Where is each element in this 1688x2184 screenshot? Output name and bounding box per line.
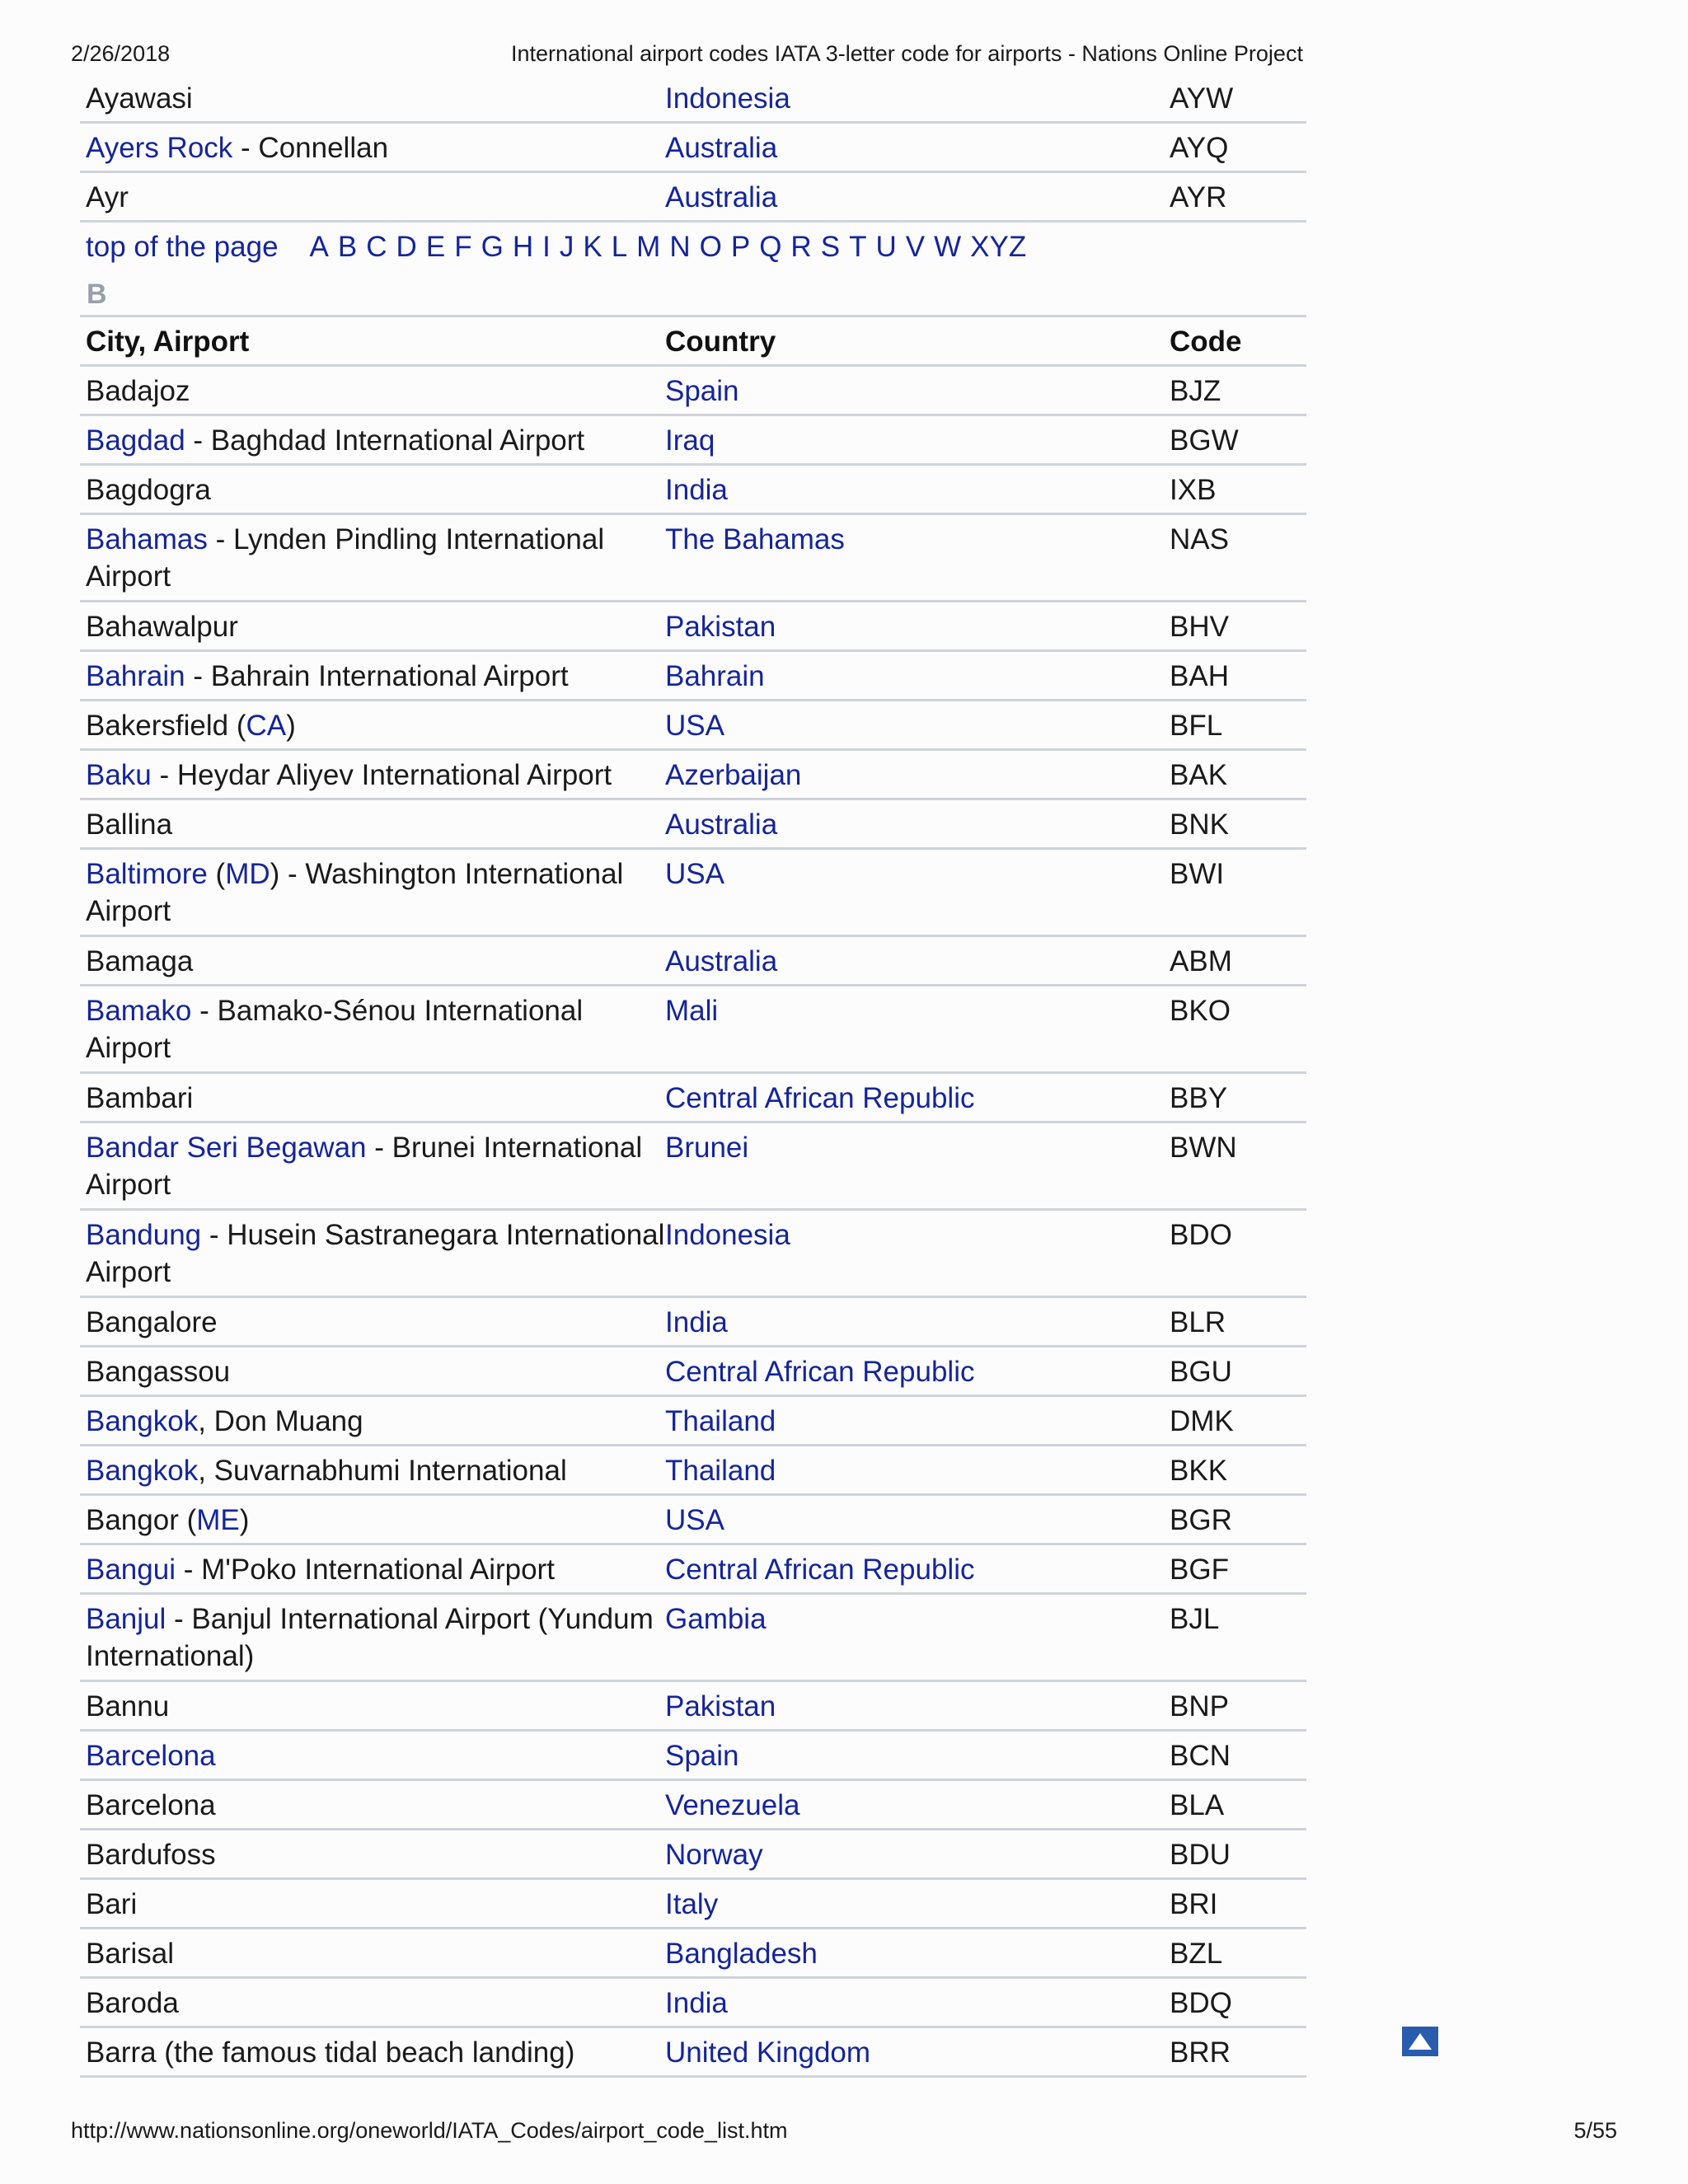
header-city: City, Airport bbox=[86, 326, 250, 358]
up-arrow-icon bbox=[1406, 2031, 1434, 2052]
letter-link[interactable]: P bbox=[730, 231, 751, 263]
table-row bbox=[80, 1682, 1306, 1732]
country-link[interactable]: Central African Republic bbox=[665, 1356, 975, 1388]
city-text: - Bamako-Sénou International Airport bbox=[86, 995, 584, 1064]
iata-code-cell: BDU bbox=[1170, 1839, 1231, 1871]
iata-code-cell: IXB bbox=[1170, 474, 1217, 506]
iata-code-cell: BDO bbox=[1170, 1219, 1232, 1251]
country-cell bbox=[665, 1595, 1170, 1680]
city-text: , Don Muang bbox=[198, 1405, 363, 1437]
country-cell bbox=[665, 1830, 1170, 1877]
country-cell bbox=[665, 937, 1170, 984]
country-cell bbox=[665, 701, 1170, 748]
letter-links bbox=[310, 231, 1036, 264]
city-link[interactable]: Bandar Seri Begawan bbox=[86, 1132, 367, 1164]
city-link[interactable]: Barcelona bbox=[86, 1740, 216, 1772]
table-row bbox=[80, 652, 1306, 701]
city-airport-cell bbox=[80, 2028, 665, 2075]
city-text: ( bbox=[207, 858, 226, 890]
previous-section-rows bbox=[80, 74, 1306, 223]
city-link[interactable]: CA bbox=[246, 710, 287, 742]
letter-link[interactable]: I bbox=[542, 231, 551, 263]
city-airport-cell bbox=[80, 367, 665, 414]
city-text: - Husein Sastranegara International Airport bbox=[86, 1219, 665, 1288]
city-text: - Brunei International Airport bbox=[86, 1132, 643, 1201]
city-link[interactable]: Baku bbox=[86, 759, 152, 791]
letter-link[interactable]: V bbox=[905, 231, 926, 263]
city-text: Ayawasi bbox=[86, 82, 193, 115]
country-link[interactable]: Iraq bbox=[665, 424, 715, 457]
table-row bbox=[80, 1929, 1306, 1979]
letter-link[interactable]: B bbox=[337, 231, 358, 263]
iata-code-cell: BNK bbox=[1170, 808, 1229, 841]
city-text: - Bahrain International Airport bbox=[185, 660, 569, 692]
table-row bbox=[80, 850, 1306, 937]
country-cell bbox=[665, 74, 1170, 121]
city-text: Badajoz bbox=[86, 375, 190, 407]
city-airport-cell bbox=[80, 751, 665, 798]
table-row bbox=[80, 1545, 1306, 1595]
city-airport-cell bbox=[80, 74, 665, 121]
country-link[interactable]: Mali bbox=[665, 995, 719, 1027]
iata-code-cell: BGW bbox=[1170, 424, 1239, 457]
letter-link[interactable]: G bbox=[481, 231, 504, 263]
country-cell bbox=[665, 416, 1170, 463]
letter-link[interactable]: A bbox=[309, 231, 329, 263]
country-link[interactable]: Brunei bbox=[665, 1132, 749, 1164]
table-row bbox=[80, 1732, 1306, 1781]
print-url: http://www.nationsonline.org/oneworld/IATA_Codes/airport_code_list.htm bbox=[71, 2118, 788, 2143]
letter-link[interactable]: U bbox=[875, 231, 897, 263]
iata-code-cell: BBY bbox=[1170, 1082, 1228, 1114]
table-row bbox=[80, 1830, 1306, 1880]
city-text: Bambari bbox=[86, 1082, 194, 1114]
iata-code-cell: NAS bbox=[1170, 523, 1229, 555]
letter-link[interactable]: T bbox=[849, 231, 867, 263]
country-cell bbox=[665, 987, 1170, 1071]
city-airport-cell bbox=[80, 1732, 665, 1779]
country-link[interactable]: Thailand bbox=[665, 1405, 776, 1437]
table-row bbox=[80, 1397, 1306, 1446]
city-airport-cell bbox=[80, 515, 665, 600]
airport-code-list bbox=[80, 74, 1306, 2078]
city-airport-cell bbox=[80, 1682, 665, 1729]
city-text: Bari bbox=[86, 1888, 138, 1920]
country-link[interactable]: Spain bbox=[665, 375, 739, 407]
city-link[interactable]: Ayers Rock bbox=[86, 132, 233, 164]
country-link[interactable]: The Bahamas bbox=[665, 523, 845, 555]
letter-link[interactable]: H bbox=[512, 231, 534, 263]
country-link[interactable]: Norway bbox=[665, 1839, 763, 1871]
table-row bbox=[80, 1074, 1306, 1123]
city-link[interactable]: Bahrain bbox=[86, 660, 185, 692]
city-text: Ballina bbox=[86, 808, 173, 841]
table-row bbox=[80, 124, 1306, 173]
city-text: Bangalore bbox=[86, 1306, 218, 1338]
city-airport-cell bbox=[80, 1880, 665, 1927]
city-text: Ayr bbox=[86, 181, 129, 213]
letter-link[interactable]: E bbox=[425, 231, 446, 263]
city-airport-cell bbox=[80, 466, 665, 513]
table-row bbox=[80, 74, 1306, 124]
country-link[interactable]: India bbox=[665, 1306, 728, 1338]
table-row bbox=[80, 701, 1306, 751]
letter-link[interactable]: M bbox=[636, 231, 661, 263]
table-header bbox=[80, 317, 1306, 367]
city-airport-cell bbox=[80, 850, 665, 935]
city-airport-cell bbox=[80, 1830, 665, 1877]
top-of-page-link[interactable]: top of the page bbox=[86, 231, 279, 263]
country-link[interactable]: Italy bbox=[665, 1888, 719, 1920]
city-airport-cell bbox=[80, 987, 665, 1071]
city-airport-cell bbox=[80, 1074, 665, 1121]
country-cell bbox=[665, 2028, 1170, 2075]
table-row bbox=[80, 1781, 1306, 1830]
iata-code-cell: AYR bbox=[1170, 181, 1227, 213]
letter-link[interactable]: D bbox=[396, 231, 417, 263]
table-row bbox=[80, 1595, 1306, 1682]
country-cell bbox=[665, 1979, 1170, 2026]
city-text: ) bbox=[239, 1504, 250, 1536]
iata-code-cell: BAH bbox=[1170, 660, 1229, 692]
city-airport-cell bbox=[80, 652, 665, 699]
country-cell bbox=[665, 1545, 1170, 1592]
country-link[interactable]: India bbox=[665, 1987, 728, 2019]
iata-code-cell: DMK bbox=[1170, 1405, 1234, 1437]
country-cell bbox=[665, 1929, 1170, 1976]
country-link[interactable]: United Kingdom bbox=[665, 2036, 871, 2069]
country-cell bbox=[665, 1123, 1170, 1208]
table-row bbox=[80, 1496, 1306, 1545]
city-text: - Banjul International Airport (Yundum International) bbox=[86, 1603, 654, 1672]
iata-code-cell: BGF bbox=[1170, 1554, 1229, 1586]
iata-code-cell: BNP bbox=[1170, 1690, 1229, 1722]
letter-link[interactable]: N bbox=[669, 231, 691, 263]
city-airport-cell bbox=[80, 701, 665, 748]
city-link[interactable]: MD bbox=[225, 858, 270, 890]
table-body bbox=[80, 367, 1306, 2078]
table-row bbox=[80, 173, 1306, 223]
table-row bbox=[80, 1347, 1306, 1397]
country-link[interactable]: Central African Republic bbox=[665, 1082, 975, 1114]
city-link[interactable]: Bangui bbox=[86, 1554, 176, 1586]
city-text: - M'Poko International Airport bbox=[175, 1554, 555, 1586]
country-link[interactable]: Indonesia bbox=[665, 1219, 790, 1251]
letter-link[interactable]: C bbox=[366, 231, 387, 263]
country-cell bbox=[665, 1298, 1170, 1345]
city-airport-cell bbox=[80, 124, 665, 171]
country-link[interactable]: Bahrain bbox=[665, 660, 765, 692]
country-cell bbox=[665, 1347, 1170, 1394]
city-text: Bamaga bbox=[86, 945, 194, 977]
city-text: Barcelona bbox=[86, 1789, 216, 1821]
city-link[interactable]: Bandung bbox=[86, 1219, 202, 1251]
city-text: Bardufoss bbox=[86, 1839, 216, 1871]
city-airport-cell bbox=[80, 1298, 665, 1345]
country-link[interactable]: Australia bbox=[665, 808, 778, 841]
country-link[interactable]: Bangladesh bbox=[665, 1938, 818, 1970]
city-text: Bangassou bbox=[86, 1356, 231, 1388]
city-airport-cell bbox=[80, 173, 665, 220]
iata-code-cell: BLR bbox=[1170, 1306, 1226, 1338]
iata-code-cell: BGU bbox=[1170, 1356, 1232, 1388]
city-link[interactable]: ME bbox=[196, 1504, 240, 1536]
iata-code-cell: BDQ bbox=[1170, 1987, 1232, 2019]
iata-code-cell: ABM bbox=[1170, 945, 1232, 977]
country-link[interactable]: USA bbox=[665, 858, 724, 890]
country-link[interactable]: Spain bbox=[665, 1740, 739, 1772]
table-row bbox=[80, 800, 1306, 850]
letter-link[interactable]: J bbox=[559, 231, 574, 263]
country-cell bbox=[665, 1682, 1170, 1729]
table-row bbox=[80, 466, 1306, 515]
city-link[interactable]: Bangkok bbox=[86, 1405, 199, 1437]
city-airport-cell bbox=[80, 602, 665, 649]
city-text: Bakersfield ( bbox=[86, 710, 246, 742]
table-row bbox=[80, 367, 1306, 416]
country-cell bbox=[665, 367, 1170, 414]
country-link[interactable]: India bbox=[665, 474, 728, 506]
city-airport-cell bbox=[80, 1496, 665, 1543]
table-row bbox=[80, 987, 1306, 1074]
city-text: - Baghdad International Airport bbox=[185, 424, 585, 457]
country-link[interactable]: Pakistan bbox=[665, 611, 776, 643]
country-cell bbox=[665, 1397, 1170, 1444]
country-cell bbox=[665, 1074, 1170, 1121]
city-text: Bahawalpur bbox=[86, 611, 238, 643]
country-cell bbox=[665, 1781, 1170, 1828]
table-row bbox=[80, 2028, 1306, 2078]
city-airport-cell bbox=[80, 937, 665, 984]
city-airport-cell bbox=[80, 1347, 665, 1394]
country-link[interactable]: Indonesia bbox=[665, 82, 790, 115]
city-link[interactable]: Bangkok bbox=[86, 1455, 199, 1487]
iata-code-cell: AYQ bbox=[1170, 132, 1229, 164]
section-letter: B bbox=[80, 272, 1306, 317]
print-title: International airport codes IATA 3-letter code for airports - Nations Online Project bbox=[511, 41, 1303, 66]
iata-code-cell: BJZ bbox=[1170, 375, 1221, 407]
city-airport-cell bbox=[80, 1545, 665, 1592]
letter-link[interactable]: XYZ bbox=[970, 231, 1027, 263]
iata-code-cell: BWI bbox=[1170, 858, 1225, 890]
country-cell bbox=[665, 124, 1170, 171]
table-row bbox=[80, 1298, 1306, 1347]
iata-code-cell: BJL bbox=[1170, 1603, 1220, 1635]
iata-code-cell: BLA bbox=[1170, 1789, 1225, 1821]
iata-code-cell: BRI bbox=[1170, 1888, 1218, 1920]
country-link[interactable]: Pakistan bbox=[665, 1690, 776, 1722]
iata-code-cell: BCN bbox=[1170, 1740, 1231, 1772]
letter-navigation bbox=[80, 223, 1306, 272]
back-to-top-button[interactable] bbox=[1402, 2027, 1438, 2056]
country-link[interactable]: Thailand bbox=[665, 1455, 776, 1487]
table-row bbox=[80, 515, 1306, 602]
letter-link[interactable]: R bbox=[790, 231, 812, 263]
country-link[interactable]: Australia bbox=[665, 132, 778, 164]
letter-link[interactable]: K bbox=[583, 231, 603, 263]
country-link[interactable]: USA bbox=[665, 710, 724, 742]
city-link[interactable]: Banjul bbox=[86, 1603, 166, 1635]
iata-code-cell: BKK bbox=[1170, 1455, 1228, 1487]
header-code: Code bbox=[1170, 326, 1242, 358]
city-text: - Heydar Aliyev International Airport bbox=[151, 759, 612, 791]
iata-code-cell: BFL bbox=[1170, 710, 1223, 742]
iata-code-cell: BRR bbox=[1170, 2036, 1231, 2069]
city-link[interactable]: Bagdad bbox=[86, 424, 185, 457]
page-number: 5/55 bbox=[1573, 2118, 1617, 2143]
table-row bbox=[80, 1979, 1306, 2028]
country-link[interactable]: Gambia bbox=[665, 1603, 767, 1635]
iata-code-cell: BWN bbox=[1170, 1132, 1237, 1164]
city-text: Barisal bbox=[86, 1938, 174, 1970]
city-airport-cell bbox=[80, 1397, 665, 1444]
iata-code-cell: BZL bbox=[1170, 1938, 1223, 1970]
city-airport-cell bbox=[80, 800, 665, 847]
letter-link[interactable]: F bbox=[454, 231, 472, 263]
print-date: 2/26/2018 bbox=[71, 41, 171, 66]
iata-code-cell: BGR bbox=[1170, 1504, 1232, 1536]
iata-code-cell: BKO bbox=[1170, 995, 1231, 1027]
city-airport-cell bbox=[80, 1123, 665, 1208]
city-airport-cell bbox=[80, 1211, 665, 1296]
city-text: Bannu bbox=[86, 1690, 170, 1722]
country-cell bbox=[665, 751, 1170, 798]
city-link[interactable]: Baltimore bbox=[86, 858, 208, 890]
iata-code-cell: AYW bbox=[1170, 82, 1234, 115]
letter-link[interactable]: L bbox=[611, 231, 628, 263]
country-cell bbox=[665, 515, 1170, 600]
country-link[interactable]: Central African Republic bbox=[665, 1554, 975, 1586]
city-text: ) bbox=[286, 710, 296, 742]
city-text: Barra (the famous tidal beach landing) bbox=[86, 2036, 575, 2069]
city-text: , Suvarnabhumi International bbox=[198, 1455, 567, 1487]
country-link[interactable]: Azerbaijan bbox=[665, 759, 802, 791]
table-row bbox=[80, 1446, 1306, 1496]
country-cell bbox=[665, 850, 1170, 935]
country-cell bbox=[665, 173, 1170, 220]
country-cell bbox=[665, 1880, 1170, 1927]
city-text: Bagdogra bbox=[86, 474, 211, 506]
city-airport-cell bbox=[80, 1446, 665, 1493]
city-airport-cell bbox=[80, 1781, 665, 1828]
city-text: - Lynden Pindling International Airport bbox=[86, 523, 605, 593]
city-link[interactable]: Bamako bbox=[86, 995, 192, 1027]
country-cell bbox=[665, 466, 1170, 513]
country-link[interactable]: Australia bbox=[665, 945, 778, 977]
country-cell bbox=[665, 1211, 1170, 1296]
iata-code-cell: BHV bbox=[1170, 611, 1229, 643]
country-link[interactable]: Australia bbox=[665, 181, 778, 213]
country-link[interactable]: Venezuela bbox=[665, 1789, 800, 1821]
country-cell bbox=[665, 800, 1170, 847]
country-cell bbox=[665, 602, 1170, 649]
table-row bbox=[80, 937, 1306, 987]
country-cell bbox=[665, 1732, 1170, 1779]
letter-link[interactable]: O bbox=[699, 231, 722, 263]
city-airport-cell bbox=[80, 1595, 665, 1680]
table-row bbox=[80, 1211, 1306, 1298]
city-text: - Connellan bbox=[232, 132, 389, 164]
letter-link[interactable]: Q bbox=[759, 231, 782, 263]
country-link[interactable]: USA bbox=[665, 1504, 724, 1536]
table-row bbox=[80, 416, 1306, 466]
city-airport-cell bbox=[80, 416, 665, 463]
table-row bbox=[80, 602, 1306, 652]
city-text: ) - Washington International Airport bbox=[86, 858, 624, 927]
iata-code-cell: BAK bbox=[1170, 759, 1228, 791]
table-row bbox=[80, 1880, 1306, 1929]
table-row bbox=[80, 751, 1306, 800]
city-text: Baroda bbox=[86, 1987, 179, 2019]
city-text: Bangor ( bbox=[86, 1504, 197, 1536]
city-link[interactable]: Bahamas bbox=[86, 523, 208, 555]
country-cell bbox=[665, 1496, 1170, 1543]
letter-link[interactable]: S bbox=[820, 231, 841, 263]
country-cell bbox=[665, 652, 1170, 699]
city-airport-cell bbox=[80, 1979, 665, 2026]
header-country: Country bbox=[665, 326, 776, 358]
letter-link[interactable]: W bbox=[934, 231, 962, 263]
country-cell bbox=[665, 1446, 1170, 1493]
table-row bbox=[80, 1123, 1306, 1211]
city-airport-cell bbox=[80, 1929, 665, 1976]
